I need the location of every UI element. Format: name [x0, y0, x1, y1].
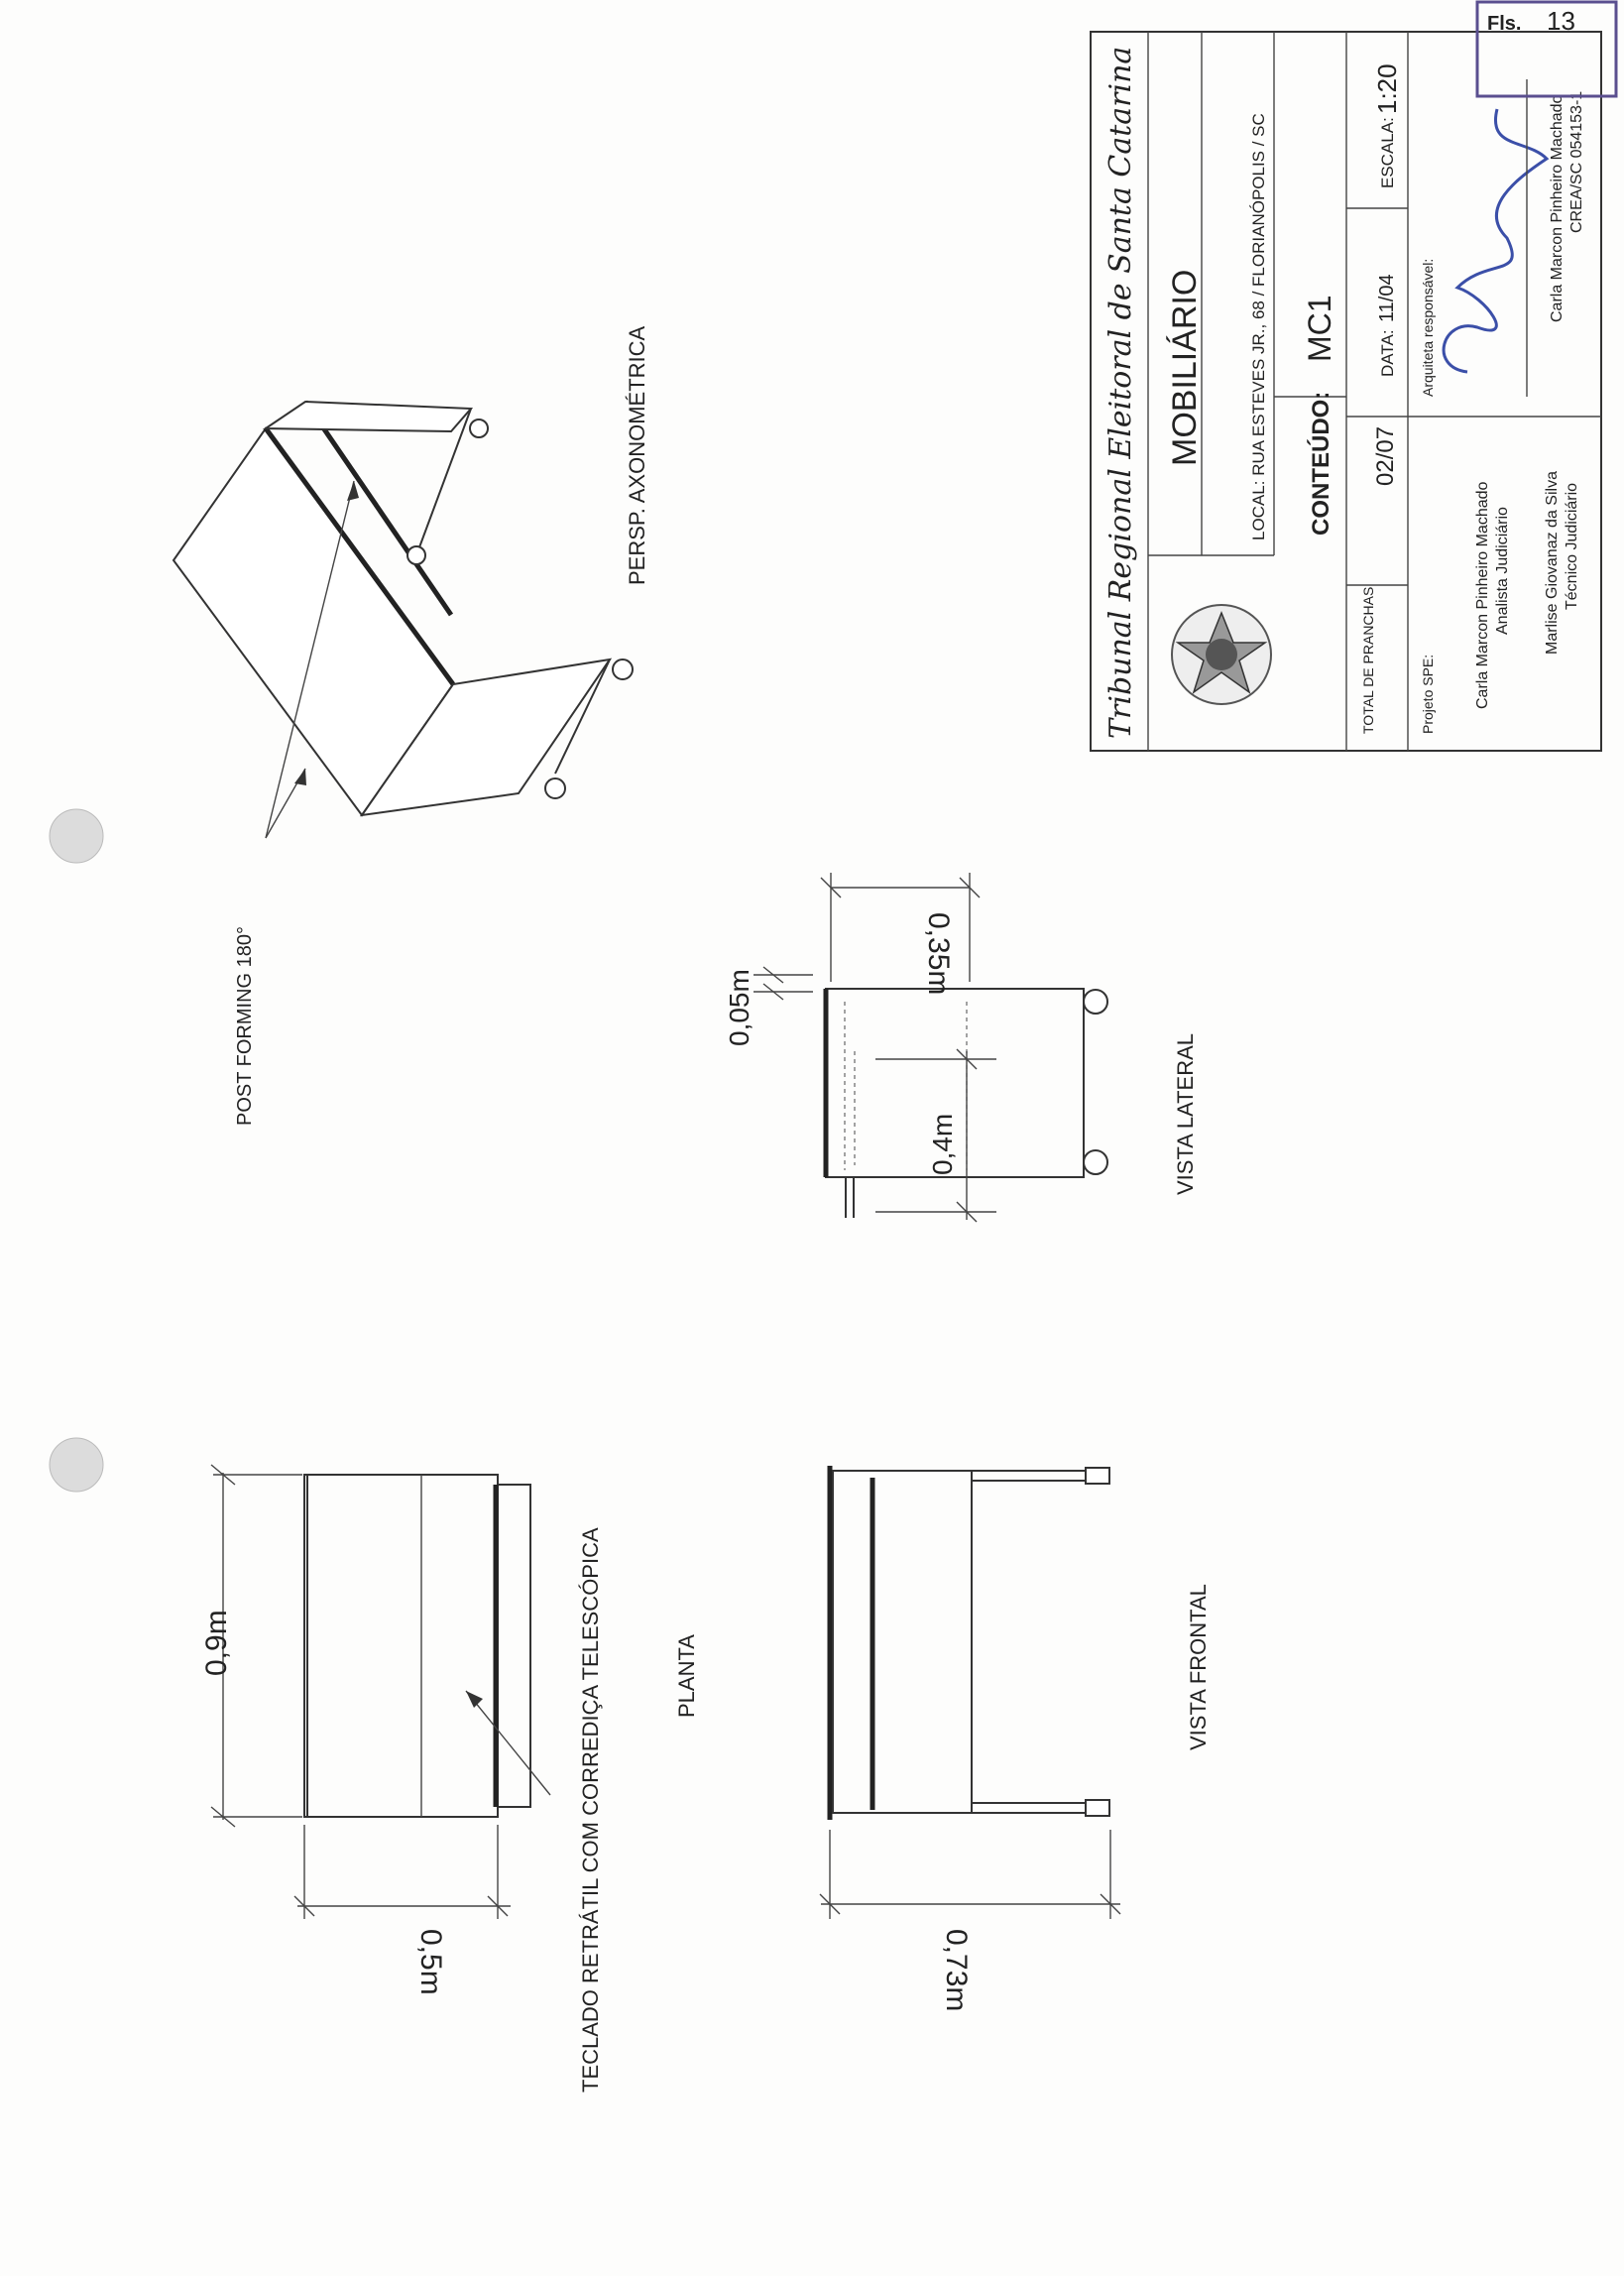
frontal-caster-1 — [1086, 1468, 1109, 1484]
total-sheets-label: TOTAL DE PRANCHAS — [1360, 586, 1376, 734]
content-label: CONTEÚDO: — [1308, 391, 1334, 536]
architect-signature — [1444, 109, 1547, 372]
project-title: MOBILIÁRIO — [1166, 269, 1204, 466]
institution-name: Tribunal Regional Eleitoral de Santa Catarina — [1103, 46, 1138, 739]
plan-dim-05: 0,5m — [414, 1929, 447, 1995]
caster-wheel-4 — [545, 779, 565, 798]
caster-wheel-1 — [470, 419, 488, 437]
designer-2-name: Marlise Giovanaz da Silva — [1544, 471, 1561, 655]
designer-2-role: Técnico Judiciário — [1564, 482, 1580, 610]
date-label: DATA: — [1378, 329, 1397, 377]
designer-1-role: Analista Judiciário — [1494, 507, 1511, 635]
punch-hole-top — [50, 809, 103, 863]
lateral-caster-2 — [1084, 1150, 1107, 1174]
caster-wheel-3 — [613, 659, 633, 679]
sheet-stamp — [1477, 2, 1616, 96]
title-block — [1091, 32, 1601, 751]
frontal-view — [820, 1466, 1120, 1919]
plan-dim-09: 0,9m — [200, 1610, 233, 1676]
keyboard-tray — [266, 402, 471, 431]
plan-title: PLANTA — [674, 1634, 699, 1718]
frontal-dim-073: 0,73m — [940, 1929, 973, 2012]
stamp-number: 13 — [1547, 6, 1575, 36]
project-spe-label: Projeto SPE: — [1420, 654, 1436, 734]
scale-value: 1:20 — [1372, 63, 1402, 114]
architect-name: Carla Marcon Pinheiro Machado — [1549, 94, 1566, 322]
frontal-caster-2 — [1086, 1800, 1109, 1816]
axonometric-view — [174, 402, 633, 838]
punch-hole-bottom — [50, 1438, 103, 1492]
scale-label: ESCALA: — [1378, 117, 1397, 188]
coat-of-arms-seal — [1172, 605, 1271, 704]
stamp-label: Fls. — [1487, 13, 1522, 35]
caster-wheel-2 — [407, 546, 425, 564]
date-value: 11/04 — [1376, 274, 1398, 322]
lateral-dim-04: 0,4m — [927, 1113, 958, 1175]
post-forming-note: POST FORMING 180° — [234, 925, 256, 1126]
lateral-dim-005: 0,05m — [724, 969, 754, 1046]
plan-view — [211, 1465, 550, 1919]
lateral-view-title: VISTA LATERAL — [1173, 1032, 1198, 1195]
frontal-view-title: VISTA FRONTAL — [1186, 1584, 1211, 1750]
lateral-caster-1 — [1084, 990, 1107, 1014]
content-value: MC1 — [1302, 295, 1337, 362]
designer-1-name: Carla Marcon Pinheiro Machado — [1474, 481, 1491, 709]
lateral-dim-035: 0,35m — [922, 912, 955, 996]
axonometric-title: PERSP. AXONOMÉTRICA — [625, 325, 649, 585]
architect-registration: CREA/SC 054153-1 — [1568, 90, 1585, 233]
keyboard-note: TECLADO RETRÁTIL COM CORREDIÇA TELESCÓPICA — [578, 1527, 603, 2093]
architect-label: Arquiteta responsável: — [1420, 258, 1436, 397]
location-text: LOCAL: RUA ESTEVES JR., 68 / FLORIANÓPOLIS / SC — [1249, 113, 1268, 540]
total-sheets-value: 02/07 — [1372, 425, 1399, 486]
